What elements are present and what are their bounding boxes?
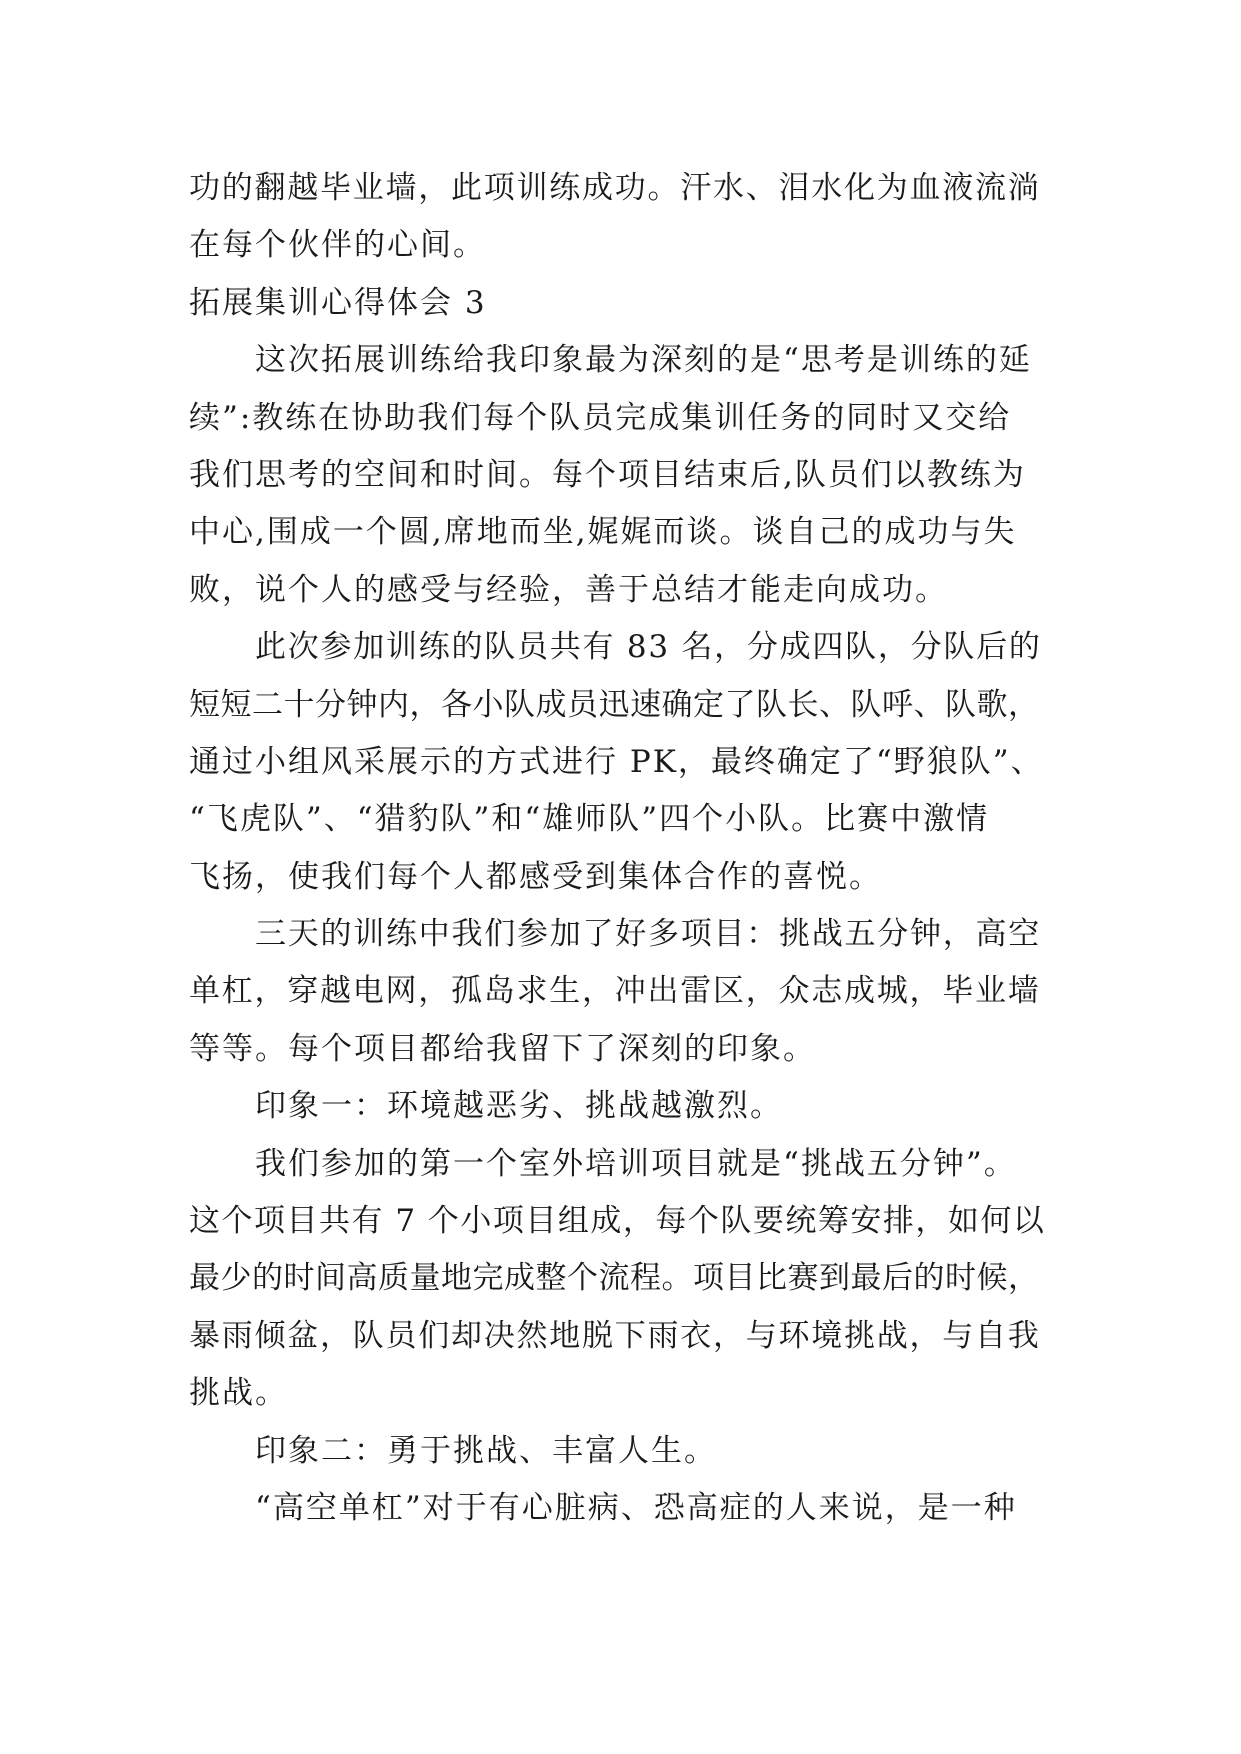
text-line: 最少的时间高质量地完成整个流程。项目比赛到最后的时候， <box>189 1260 1040 1297</box>
text-line: 短短二十分钟内，各小队成员迅速确定了队长、队呼、队歌， <box>189 686 1040 723</box>
text-line: 印象一：环境越恶劣、挑战越激烈。 <box>255 1088 783 1125</box>
text-line: “高空单杠”对于有心脏病、恐高症的人来说，是一种 <box>255 1489 1017 1526</box>
text-line: 此次参加训练的队员共有 83 名，分成四队，分队后的 <box>255 629 1042 666</box>
text-line: 这次拓展训练给我印象最为深刻的是“思考是训练的延 <box>255 342 1032 379</box>
text-line: 功的翻越毕业墙，此项训练成功。汗水、泪水化为血液流淌 <box>189 170 1041 206</box>
text-line: 这个项目共有 7 个小项目组成，每个队要统筹安排，如何以 <box>189 1203 1046 1240</box>
text-line: 败，说个人的感受与经验，善于总结才能走向成功。 <box>189 571 948 608</box>
text-line: 我们参加的第一个室外培训项目就是“挑战五分钟”。 <box>255 1145 1017 1182</box>
text-line: 印象二：勇于挑战、丰富人生。 <box>255 1432 717 1469</box>
text-line: 我们思考的空间和时间。每个项目结束后,队员们以教练为 <box>189 456 1026 493</box>
text-line: 通过小组风采展示的方式进行 PK，最终确定了“野狼队”、 <box>189 743 1044 780</box>
text-line: 三天的训练中我们参加了好多项目：挑战五分钟，高空 <box>255 916 1041 953</box>
text-line: 在每个伙伴的心间。 <box>189 227 486 264</box>
text-line: 挑战。 <box>189 1375 288 1412</box>
text-line: 飞扬，使我们每个人都感受到集体合作的喜悦。 <box>189 858 882 895</box>
text-line: 暴雨倾盆，队员们却决然地脱下雨衣，与环境挑战，与自我 <box>189 1317 1041 1354</box>
document-body <box>189 160 1045 1537</box>
text-line: 等等。每个项目都给我留下了深刻的印象。 <box>189 1030 816 1067</box>
text-line: 续”:教练在协助我们每个队员完成集训任务的同时又交给 <box>189 399 1012 436</box>
text-line: 单杠，穿越电网，孤岛求生，冲出雷区，众志成城，毕业墙 <box>189 973 1041 1010</box>
text-line: “飞虎队”、“猎豹队”和“雄师队”四个小队。比赛中激情 <box>189 801 990 838</box>
text-line: 中心,围成一个圆,席地而坐,娓娓而谈。谈自己的成功与失 <box>189 514 1017 551</box>
section-heading: 拓展集训心得体会 3 <box>189 284 487 321</box>
